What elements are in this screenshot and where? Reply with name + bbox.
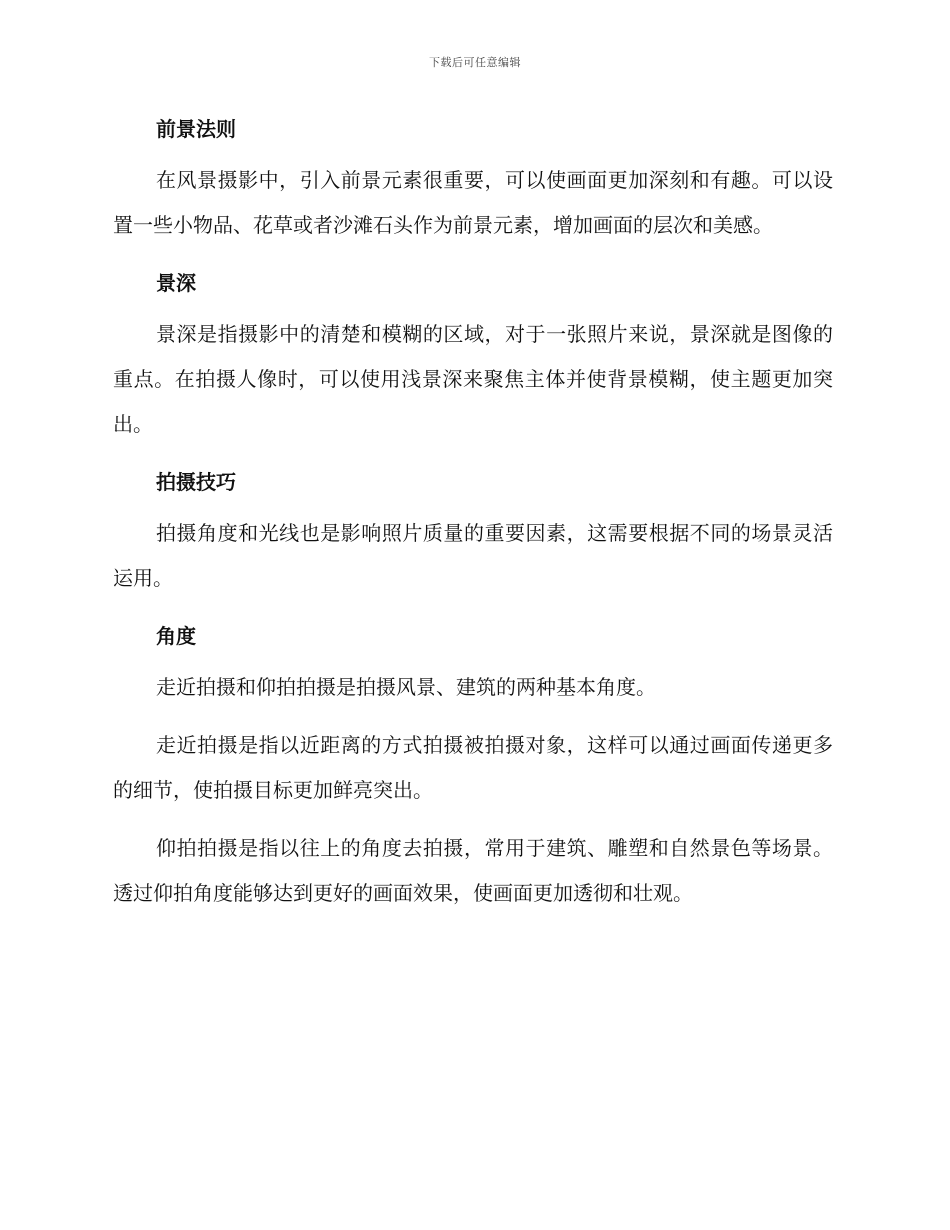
paragraph-foreground: 在风景摄影中，引入前景元素很重要，可以使画面更加深刻和有趣。可以设置一些小物品、花草或者沙滩石头作为前景元素，增加画面的层次和美感。 (113, 168, 833, 237)
section-title-foreground: 前景法则 (156, 117, 236, 141)
header-note: 下载后可任意编辑 (429, 56, 521, 69)
paragraph-technique: 拍摄角度和光线也是影响照片质量的重要因素，这需要根据不同的场景灵活运用。 (113, 521, 833, 590)
paragraph-angle-close-up: 走近拍摄是指以近距离的方式拍摄被拍摄对象，这样可以通过画面传递更多的细节，使拍摄目标更加鲜亮突出。 (113, 733, 833, 802)
section-title-depth-of-field: 景深 (156, 271, 196, 295)
document-body (113, 112, 833, 916)
paragraph-depth-of-field: 景深是指摄影中的清楚和模糊的区域，对于一张照片来说，景深就是图像的重点。在拍摄人像时，可以使用浅景深来聚焦主体并使背景模糊，使主题更加突出。 (113, 322, 833, 436)
paragraph-angle-intro: 走近拍摄和仰拍拍摄是拍摄风景、建筑的两种基本角度。 (156, 675, 656, 699)
section-title-technique: 拍摄技巧 (156, 470, 236, 494)
section-title-angle: 角度 (156, 624, 196, 648)
paragraph-angle-low-angle: 仰拍拍摄是指以往上的角度去拍摄，常用于建筑、雕塑和自然景色等场景。透过仰拍角度能够达到更好的画面效果，使画面更加透彻和壮观。 (113, 836, 833, 905)
